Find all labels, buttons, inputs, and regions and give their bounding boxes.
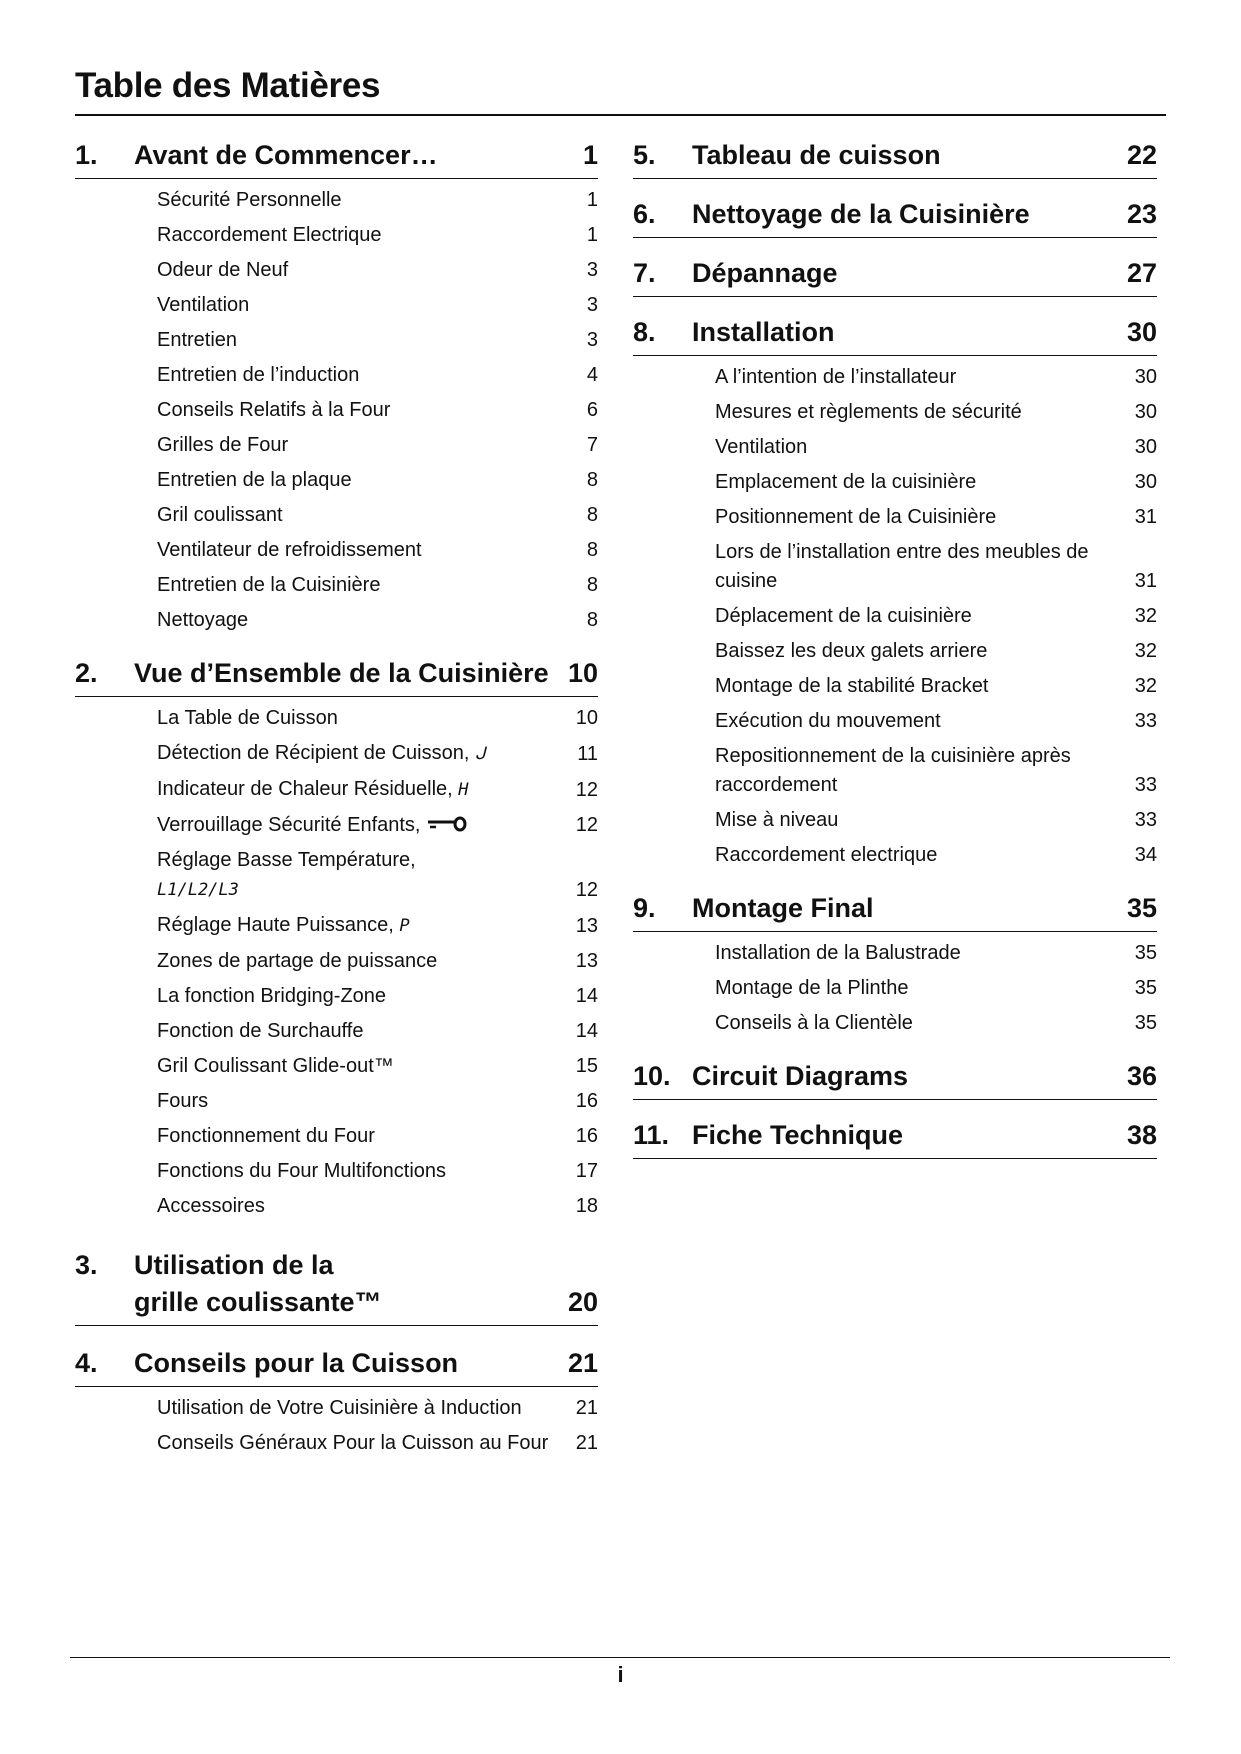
toc-item-label: Raccordement Electrique — [157, 224, 382, 246]
toc-item-label: Emplacement de la cuisinière — [715, 471, 977, 493]
toc-item-text: Réglage Haute Puissance, — [157, 914, 394, 936]
toc-section-2[interactable] — [75, 650, 598, 697]
section-number: 11. — [633, 1120, 670, 1150]
section-title: Avant de Commencer… — [134, 140, 438, 170]
toc-item-label: Entretien — [157, 329, 238, 351]
page-title: Table des Matières — [75, 66, 381, 105]
title-rule — [75, 114, 1166, 116]
section-title — [134, 1247, 568, 1321]
toc-item-label: Raccordement electrique — [715, 844, 938, 866]
toc-section-9-items — [633, 936, 1157, 1041]
toc-item[interactable] — [75, 463, 598, 498]
toc-item[interactable] — [75, 808, 598, 843]
toc-item[interactable] — [75, 979, 598, 1014]
toc-item-text: Détection de Récipient de Cuisson, — [157, 742, 470, 764]
toc-item[interactable] — [633, 395, 1157, 430]
toc-item-label: Montage de la stabilité Bracket — [715, 675, 989, 697]
toc-item-label: Zones de partage de puissance — [157, 950, 438, 972]
toc-item-page: 31 — [1134, 506, 1157, 528]
toc-item-label: Mesures et règlements de sécurité — [715, 401, 1022, 423]
toc-item[interactable] — [75, 843, 598, 908]
toc-item[interactable] — [75, 428, 598, 463]
toc-item[interactable] — [75, 568, 598, 603]
section-page: 30 — [1126, 317, 1157, 347]
toc-item-page: 12 — [575, 814, 598, 836]
toc-section-5[interactable] — [633, 132, 1157, 179]
toc-item-page: 6 — [586, 399, 598, 421]
toc-item-label: Positionnement de la Cuisinière — [715, 506, 997, 528]
toc-item-label: Montage de la Plinthe — [715, 977, 909, 999]
section-number: 8. — [633, 317, 656, 347]
section-number: 3. — [75, 1250, 98, 1280]
toc-item-page: 30 — [1134, 471, 1157, 493]
toc-item[interactable] — [75, 1189, 598, 1224]
toc-item[interactable] — [633, 1006, 1157, 1041]
toc-item-text: Indicateur de Chaleur Résiduelle, — [157, 778, 453, 800]
toc-item-page: 4 — [586, 364, 598, 386]
toc-item-page: 13 — [575, 915, 598, 937]
section-page: 10 — [567, 658, 598, 688]
toc-item-page: 32 — [1134, 675, 1157, 697]
toc-item-label: La Table de Cuisson — [157, 707, 338, 729]
section-page: 20 — [567, 1287, 598, 1317]
high-power-symbol: P — [399, 916, 410, 936]
toc-section-9[interactable] — [633, 885, 1157, 932]
toc-item-page: 32 — [1134, 605, 1157, 627]
toc-item-page: 32 — [1134, 640, 1157, 662]
toc-item-label — [715, 538, 1133, 596]
section-title: Nettoyage de la Cuisinière — [692, 199, 1030, 229]
toc-item[interactable] — [75, 772, 598, 808]
toc-item-label: Ventilation — [715, 436, 808, 458]
residual-heat-symbol: H — [458, 780, 469, 800]
toc-item-label: Accessoires — [157, 1195, 265, 1217]
section-title-line-2: grille coulissante™ — [134, 1287, 382, 1317]
toc-item[interactable] — [633, 634, 1157, 669]
toc-item-text: Repositionnement de la cuisinière après — [715, 745, 1071, 767]
toc-section-4-items — [75, 1391, 598, 1461]
toc-item-label: Conseils à la Clientèle — [715, 1012, 913, 1034]
toc-item-label: Fours — [157, 1090, 209, 1112]
toc-item-label: Entretien de la Cuisinière — [157, 574, 381, 596]
section-title: Circuit Diagrams — [692, 1061, 909, 1091]
toc-item-label: Déplacement de la cuisinière — [715, 605, 972, 627]
toc-item-page: 30 — [1134, 401, 1157, 423]
toc-item-page: 8 — [586, 504, 598, 526]
section-title: Installation — [692, 317, 835, 347]
toc-section-7[interactable] — [633, 250, 1157, 297]
section-number: 5. — [633, 140, 656, 170]
toc-item-page: 3 — [586, 259, 598, 281]
section-number: 10. — [633, 1061, 671, 1091]
toc-item[interactable] — [75, 1119, 598, 1154]
section-page: 38 — [1126, 1120, 1157, 1150]
toc-item-label: Conseils Relatifs à la Four — [157, 399, 391, 421]
toc-item-page: 33 — [1134, 809, 1157, 831]
toc-item-text: Réglage Basse Température, — [157, 849, 416, 871]
toc-item[interactable] — [75, 944, 598, 979]
toc-item-page: 30 — [1134, 436, 1157, 458]
toc-item[interactable] — [75, 288, 598, 323]
toc-section-3[interactable] — [75, 1242, 598, 1326]
section-page: 23 — [1126, 199, 1157, 229]
low-temp-symbol: L1/L2/L3 — [157, 880, 239, 900]
section-number: 9. — [633, 893, 656, 923]
toc-item-page: 8 — [586, 469, 598, 491]
section-page: 35 — [1126, 893, 1157, 923]
toc-item-label — [715, 742, 1133, 800]
toc-item[interactable] — [75, 498, 598, 533]
toc-item-label: Ventilation — [157, 294, 250, 316]
toc-left-column — [75, 132, 598, 1467]
toc-item[interactable] — [75, 533, 598, 568]
section-number: 2. — [75, 658, 98, 688]
toc-item[interactable] — [633, 971, 1157, 1006]
toc-section-1[interactable] — [75, 132, 598, 179]
toc-item-label: Sécurité Personnelle — [157, 189, 342, 211]
toc-item-label — [157, 811, 574, 840]
toc-item[interactable] — [75, 701, 598, 736]
toc-item[interactable] — [633, 360, 1157, 395]
toc-item[interactable] — [75, 253, 598, 288]
toc-item-page: 7 — [586, 434, 598, 456]
toc-item-label: Conseils Généraux Pour la Cuisson au Four — [157, 1432, 549, 1454]
toc-item-page: 8 — [586, 574, 598, 596]
toc-item-label: Baissez les deux galets arriere — [715, 640, 988, 662]
toc-item[interactable] — [633, 465, 1157, 500]
toc-item-page: 8 — [586, 539, 598, 561]
toc-item-text: Lors de l’installation entre des meubles de — [715, 541, 1089, 563]
toc-item-label: Gril Coulissant Glide-out™ — [157, 1055, 394, 1077]
toc-right-column — [633, 132, 1157, 1159]
toc-section-10[interactable] — [633, 1053, 1157, 1100]
toc-item-text-line-2: raccordement — [715, 774, 838, 796]
section-number: 4. — [75, 1348, 98, 1378]
toc-item-label: La fonction Bridging-Zone — [157, 985, 387, 1007]
section-title: Fiche Technique — [692, 1120, 904, 1150]
toc-item-label: Entretien de l’induction — [157, 364, 360, 386]
toc-item-page: 35 — [1134, 1012, 1157, 1034]
pan-detect-symbol: ᒍ — [474, 744, 486, 764]
toc-item-page: 35 — [1134, 942, 1157, 964]
toc-item[interactable] — [75, 218, 598, 253]
section-title-line-1: Utilisation de la — [134, 1250, 334, 1280]
toc-item[interactable] — [75, 1154, 598, 1189]
toc-item-page: 10 — [575, 707, 598, 729]
toc-item-label: Nettoyage — [157, 609, 249, 631]
toc-item-label: Exécution du mouvement — [715, 710, 941, 732]
toc-item-page: 12 — [575, 779, 598, 801]
toc-item-text: Verrouillage Sécurité Enfants, — [157, 814, 421, 836]
toc-item[interactable] — [633, 803, 1157, 838]
section-title: Dépannage — [692, 258, 838, 288]
toc-item[interactable] — [633, 739, 1157, 803]
toc-item-text-line-2: cuisine — [715, 570, 778, 592]
section-title: Conseils pour la Cuisson — [134, 1348, 459, 1378]
section-page: 21 — [567, 1348, 598, 1378]
toc-item-label — [157, 739, 574, 769]
section-page: 1 — [582, 140, 598, 170]
toc-item-label: Utilisation de Votre Cuisinière à Induction — [157, 1397, 522, 1419]
toc-item[interactable] — [75, 908, 598, 944]
toc-item-label: Fonctions du Four Multifonctions — [157, 1160, 447, 1182]
toc-item-label: Gril coulissant — [157, 504, 283, 526]
toc-item[interactable] — [633, 500, 1157, 535]
toc-section-4[interactable] — [75, 1340, 598, 1387]
toc-item-page: 12 — [575, 879, 598, 901]
section-number: 1. — [75, 140, 98, 170]
toc-item[interactable] — [75, 183, 598, 218]
toc-section-11[interactable] — [633, 1112, 1157, 1159]
toc-item-page: 11 — [577, 743, 598, 765]
page-number: i — [617, 1662, 624, 1687]
toc-item[interactable] — [633, 669, 1157, 704]
section-title: Tableau de cuisson — [692, 140, 941, 170]
toc-item[interactable] — [633, 704, 1157, 739]
toc-section-6[interactable] — [633, 191, 1157, 238]
toc-item[interactable] — [633, 936, 1157, 971]
toc-item-label — [157, 775, 574, 805]
toc-item[interactable] — [75, 1426, 598, 1461]
toc-item-page: 18 — [575, 1195, 598, 1217]
toc-item[interactable] — [633, 599, 1157, 634]
toc-item-page: 21 — [575, 1397, 598, 1419]
toc-item-page: 1 — [586, 189, 598, 211]
section-page: 36 — [1126, 1061, 1157, 1091]
toc-item-page: 8 — [586, 609, 598, 631]
section-page: 22 — [1126, 140, 1157, 170]
toc-section-8-items — [633, 360, 1157, 873]
toc-item-page: 33 — [1134, 710, 1157, 732]
section-page: 27 — [1126, 258, 1157, 288]
section-number: 7. — [633, 258, 656, 288]
toc-item[interactable] — [75, 603, 598, 638]
toc-item-label: Entretien de la plaque — [157, 469, 352, 491]
toc-section-2-items — [75, 701, 598, 1224]
toc-item-label: Grilles de Four — [157, 434, 289, 456]
toc-item-label: Fonctionnement du Four — [157, 1125, 375, 1147]
toc-item-label: Installation de la Balustrade — [715, 942, 961, 964]
toc-item-label — [157, 911, 574, 941]
toc-item-page: 14 — [575, 985, 598, 1007]
toc-item-page: 31 — [1134, 570, 1157, 592]
toc-item-label: A l’intention de l’installateur — [715, 366, 957, 388]
section-title: Montage Final — [692, 893, 874, 923]
toc-item-label: Mise à niveau — [715, 809, 839, 831]
toc-item-page: 14 — [575, 1020, 598, 1042]
toc-item-page: 16 — [575, 1090, 598, 1112]
section-title: Vue d’Ensemble de la Cuisinière — [134, 658, 549, 688]
toc-item-page: 35 — [1134, 977, 1157, 999]
toc-item[interactable] — [75, 1014, 598, 1049]
toc-item-page: 33 — [1134, 774, 1157, 796]
toc-item[interactable] — [75, 1084, 598, 1119]
toc-section-8[interactable] — [633, 309, 1157, 356]
toc-item-page: 30 — [1134, 366, 1157, 388]
toc-item[interactable] — [75, 393, 598, 428]
toc-item[interactable] — [75, 1049, 598, 1084]
toc-item-page: 3 — [586, 294, 598, 316]
toc-item[interactable] — [75, 358, 598, 393]
toc-item[interactable] — [75, 323, 598, 358]
toc-item[interactable] — [75, 736, 598, 772]
toc-item[interactable] — [633, 838, 1157, 873]
toc-item-page: 16 — [575, 1125, 598, 1147]
toc-item[interactable] — [633, 535, 1157, 599]
toc-item-page: 15 — [575, 1055, 598, 1077]
toc-item-label: Ventilateur de refroidissement — [157, 539, 422, 561]
toc-item[interactable] — [633, 430, 1157, 465]
toc-section-1-items — [75, 183, 598, 638]
toc-item-page: 34 — [1134, 844, 1157, 866]
toc-item-label: Fonction de Surchauffe — [157, 1020, 364, 1042]
toc-item[interactable] — [75, 1391, 598, 1426]
lock-key-icon — [426, 816, 468, 832]
footer-rule — [70, 1657, 1170, 1658]
toc-item-page: 1 — [586, 224, 598, 246]
toc-item-label — [157, 846, 574, 905]
toc-item-page: 17 — [575, 1160, 598, 1182]
section-number: 6. — [633, 199, 656, 229]
toc-item-page: 21 — [575, 1432, 598, 1454]
toc-item-page: 13 — [575, 950, 598, 972]
toc-item-page: 3 — [586, 329, 598, 351]
toc-item-label: Odeur de Neuf — [157, 259, 289, 281]
